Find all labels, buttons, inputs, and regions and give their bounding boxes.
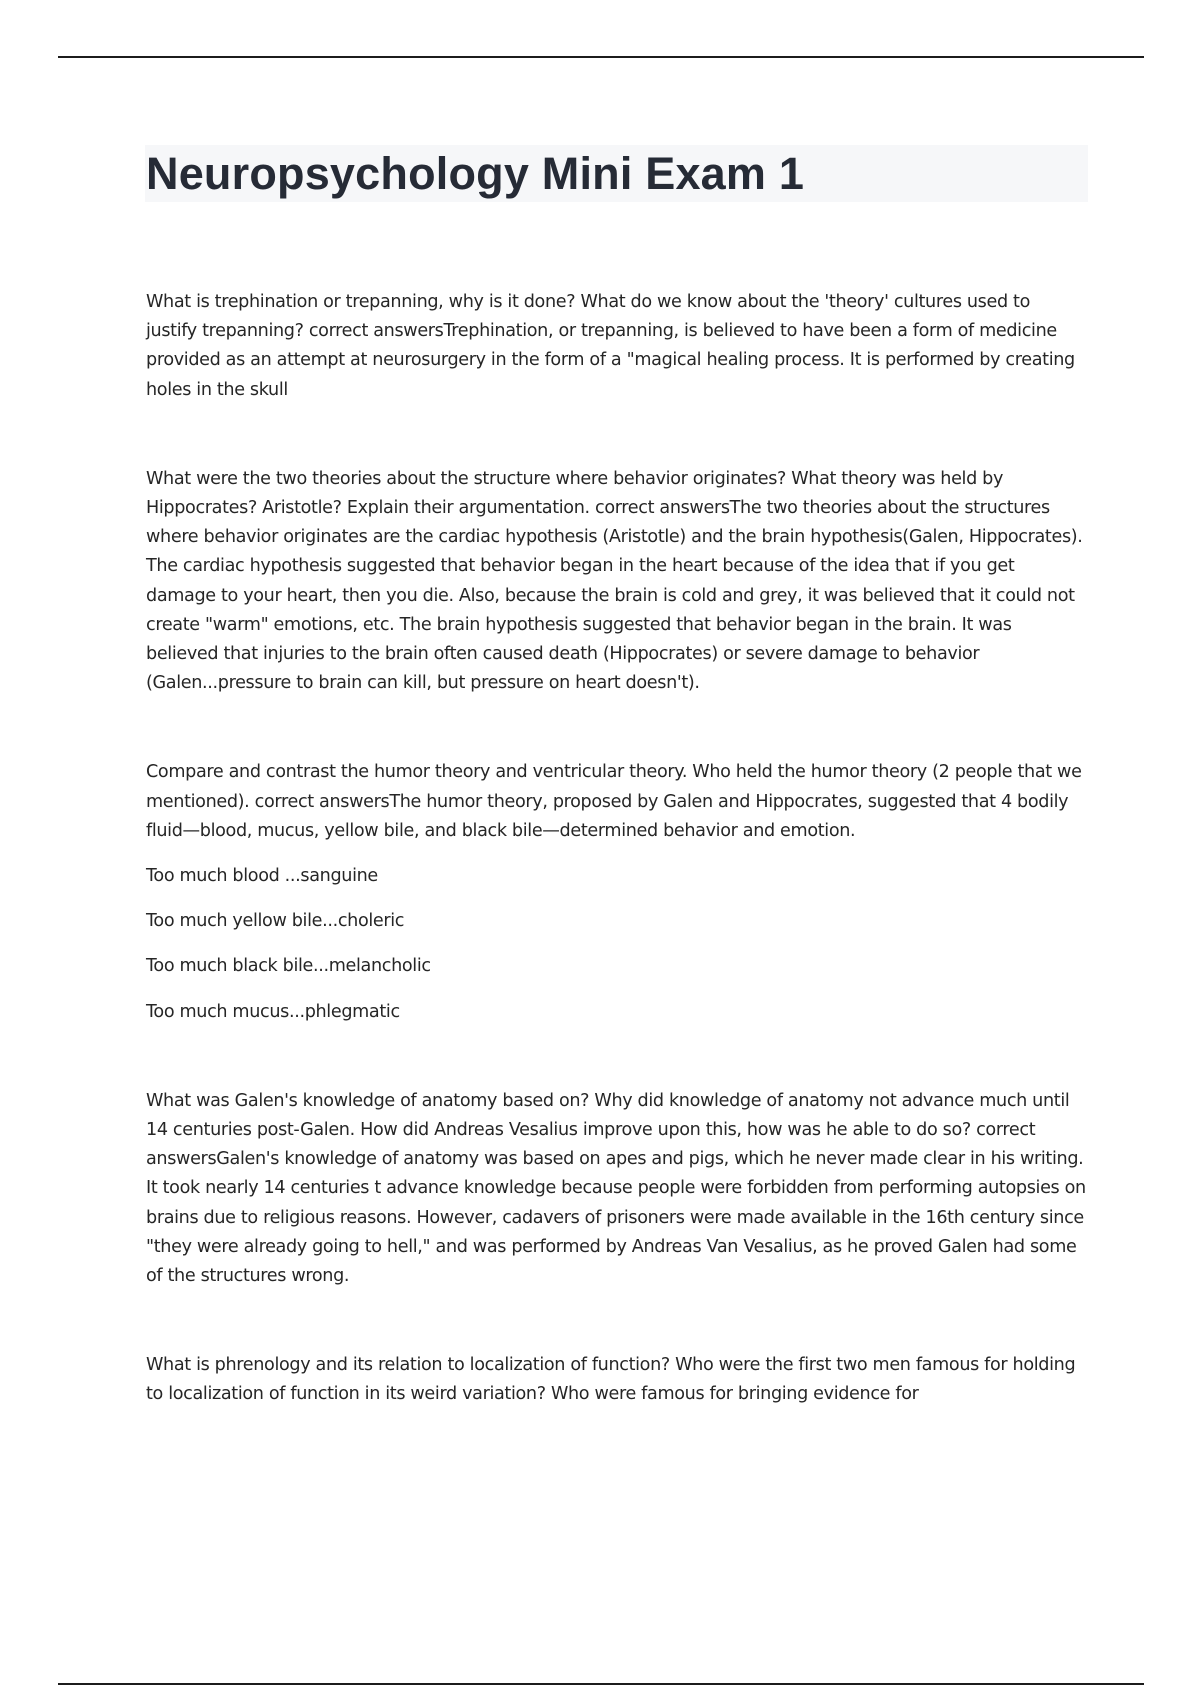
humor-list-item: Too much black bile...melancholic <box>146 956 431 977</box>
section-gap <box>146 405 1086 465</box>
bottom-rule <box>58 1683 1144 1685</box>
qa-entry-trephination: What is trephination or trepanning, why is it done? What do we know about the 'theory' cultures used to justify trepanning? correct answersTrephination, or trepanning, is believed to have been a form of medicine provided as an attempt at neurosurgery in the form of a "magical healing process. It is performed by creating holes in the skull <box>146 292 1075 400</box>
qa-entry-galen-anatomy: What was Galen's knowledge of anatomy based on? Why did knowledge of anatomy not advance much until 14 centuries post-Galen. How did Andreas Vesalius improve upon this, how was he able to do so? correct answersGalen's knowledge of anatomy was based on apes and pigs, which he never made clear in his writing. It took nearly 14 centuries t advance knowledge because people were forbidden from performing autopsies on brains due to religious reasons. However, cadavers of prisoners were made available in the 16th century since "they were already going to hell," and was performed by Andreas Van Vesalius, as he proved Galen had some of the structures wrong. <box>146 1090 1086 1287</box>
humor-list-item: Too much blood ...sanguine <box>146 866 378 887</box>
qa-entry-behavior-theories: What were the two theories about the structure where behavior originates? What theory was held by Hippocrates? Aristotle? Explain their argumentation. correct answersThe two theories about the structures where behavior originates are the cardiac hypothesis (Aristotle) and the brain hypothesis(Galen, Hippocrates). The cardiac hypothesis suggested that behavior began in the heart because of the idea that if you get damage to your heart, then you die. Also, because the brain is cold and grey, it was believed that it could not create "warm" emotions, etc. The brain hypothesis suggested that behavior began in the brain. It was believed that injuries to the brain often caused death (Hippocrates) or severe damage to behavior (Galen...pressure to brain can kill, but pressure on heart doesn't). <box>146 468 1083 694</box>
section-gap <box>146 1291 1086 1351</box>
humor-list-item: Too much mucus...phlegmatic <box>146 1001 400 1022</box>
section-gap <box>146 698 1086 758</box>
top-rule <box>58 56 1144 58</box>
section-gap <box>146 1027 1086 1087</box>
document-body <box>146 288 1086 1410</box>
humor-list-item: Too much yellow bile...choleric <box>146 911 405 932</box>
qa-entry-humor-theory: Compare and contrast the humor theory and ventricular theory. Who held the humor theory (2 people that we mentioned). correct answersThe humor theory, proposed by Galen and Hippocrates, suggested that 4 bodily fluid—blood, mucus, yellow bile, and black bile—determined behavior and emotion. <box>146 762 1082 841</box>
page-title: Neuropsychology Mini Exam 1 <box>146 148 805 199</box>
qa-entry-phrenology: What is phrenology and its relation to localization of function? Who were the first two men famous for holding to localization of function in its weird variation? Who were famous for bringing evidence for <box>146 1355 1076 1405</box>
